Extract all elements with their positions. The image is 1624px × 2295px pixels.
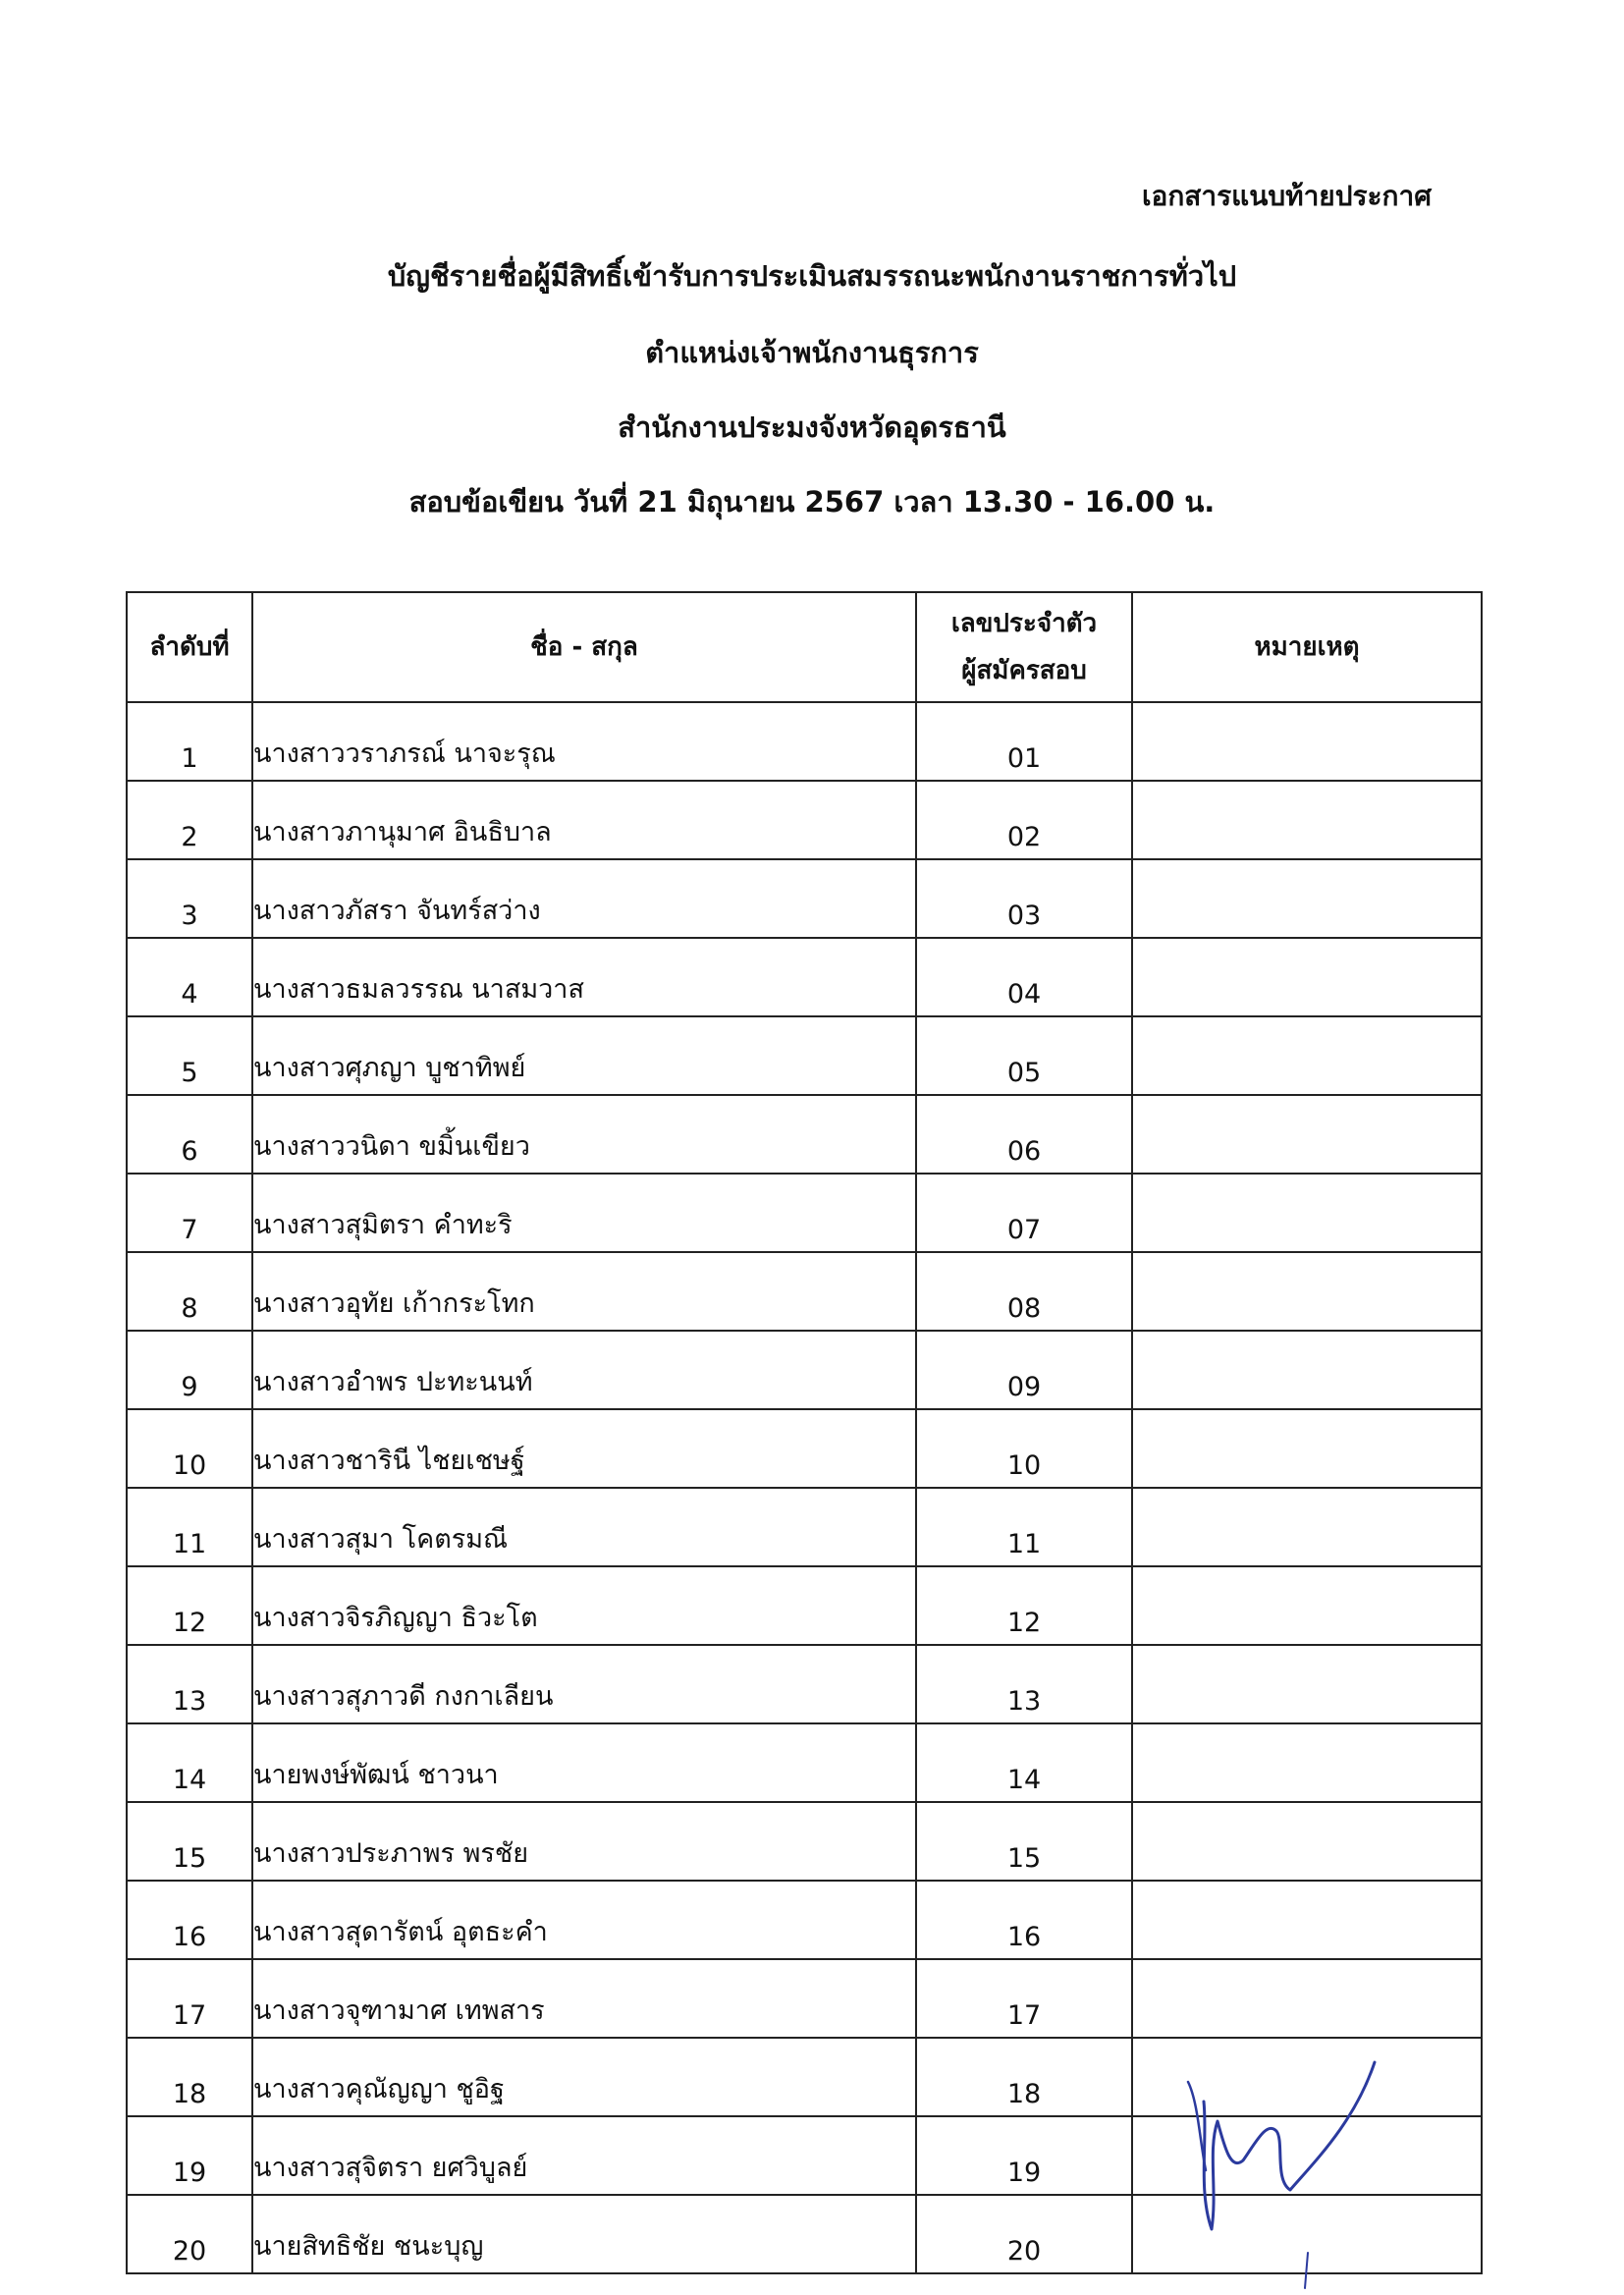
- exam-schedule: สอบข้อเขียน วันที่ 21 มิถุนายน 2567 เวลา 13.30 - 16.00 น.: [408, 485, 1216, 519]
- candidate-name: นางสาววนิดา ขมิ้นเขียว: [252, 1095, 916, 1174]
- candidate-name: นางสาวสุภาวดี กงกาเลียน: [252, 1645, 916, 1723]
- candidate-id: 11: [916, 1488, 1132, 1566]
- candidate-id: 19: [916, 2116, 1132, 2195]
- row-number: 20: [127, 2195, 252, 2273]
- table-row: [127, 1645, 1482, 1723]
- candidate-id: 05: [916, 1016, 1132, 1095]
- column-header-remark: หมายเหตุ: [1132, 592, 1482, 702]
- table-row: [127, 1802, 1482, 1881]
- table-row: [127, 938, 1482, 1016]
- row-number: 11: [127, 1488, 252, 1566]
- table-row: [127, 1881, 1482, 1959]
- remark-cell: [1132, 1881, 1482, 1959]
- pen-tick-mark: [1302, 2251, 1312, 2290]
- attachment-note: เอกสารแนบท้ายประกาศ: [1141, 180, 1432, 212]
- remark-cell: [1132, 1252, 1482, 1331]
- candidate-id: 08: [916, 1252, 1132, 1331]
- remark-cell: [1132, 1959, 1482, 2038]
- row-number: 12: [127, 1566, 252, 1645]
- candidate-name: นายพงษ์พัฒน์ ชาวนา: [252, 1723, 916, 1802]
- document-title: บัญชีรายชื่อผู้มีสิทธิ์เข้ารับการประเมินสมรรถนะพนักงานราชการทั่วไป: [387, 259, 1237, 293]
- remark-cell: [1132, 1802, 1482, 1881]
- column-header-id-line2: ผู้สมัครสอบ: [961, 656, 1087, 685]
- row-number: 1: [127, 702, 252, 781]
- table-row: [127, 1409, 1482, 1488]
- candidate-name: นางสาวจิรภิญญา ธิวะโต: [252, 1566, 916, 1645]
- row-number: 3: [127, 859, 252, 938]
- remark-cell: [1132, 859, 1482, 938]
- candidate-name: นางสาวจุฑามาศ เทพสาร: [252, 1959, 916, 2038]
- candidate-name: นางสาวสุมา โคตรมณี: [252, 1488, 916, 1566]
- table-row: [127, 1174, 1482, 1252]
- table-row: [127, 1566, 1482, 1645]
- row-number: 4: [127, 938, 252, 1016]
- candidate-name: นางสาววราภรณ์ นาจะรุณ: [252, 702, 916, 781]
- table-row: [127, 1331, 1482, 1409]
- row-number: 2: [127, 781, 252, 859]
- table-header-row: [127, 592, 1482, 702]
- table-row: [127, 1016, 1482, 1095]
- table-row: [127, 1959, 1482, 2038]
- candidate-id: 14: [916, 1723, 1132, 1802]
- remark-cell: [1132, 1409, 1482, 1488]
- candidate-name: นางสาวภัสรา จันทร์สว่าง: [252, 859, 916, 938]
- table-row: [127, 859, 1482, 938]
- remark-cell: [1132, 1645, 1482, 1723]
- table-row: [127, 1252, 1482, 1331]
- candidate-name: นายสิทธิชัย ชนะบุญ: [252, 2195, 916, 2273]
- candidate-name: นางสาวภานุมาศ อินธิบาล: [252, 781, 916, 859]
- row-number: 18: [127, 2038, 252, 2116]
- row-number: 8: [127, 1252, 252, 1331]
- column-header-name: ชื่อ - สกุล: [252, 592, 916, 702]
- candidate-name: นางสาวชารินี ไชยเชษฐ์: [252, 1409, 916, 1488]
- candidate-id: 02: [916, 781, 1132, 859]
- candidate-id: 16: [916, 1881, 1132, 1959]
- row-number: 13: [127, 1645, 252, 1723]
- row-number: 17: [127, 1959, 252, 2038]
- remark-cell: [1132, 781, 1482, 859]
- candidate-table: [126, 591, 1483, 2274]
- row-number: 9: [127, 1331, 252, 1409]
- candidate-id: 13: [916, 1645, 1132, 1723]
- remark-cell: [1132, 1174, 1482, 1252]
- remark-cell: [1132, 1566, 1482, 1645]
- candidate-id: 15: [916, 1802, 1132, 1881]
- table-body: [127, 702, 1482, 2273]
- row-number: 15: [127, 1802, 252, 1881]
- row-number: 10: [127, 1409, 252, 1488]
- row-number: 16: [127, 1881, 252, 1959]
- remark-cell: [1132, 702, 1482, 781]
- table-row: [127, 1488, 1482, 1566]
- column-header-id-line1: เลขประจำตัว: [950, 609, 1098, 638]
- office-title: สำนักงานประมงจังหวัดอุดรธานี: [618, 410, 1006, 444]
- candidate-name: นางสาวธมลวรรณ นาสมวาส: [252, 938, 916, 1016]
- row-number: 7: [127, 1174, 252, 1252]
- candidate-name: นางสาวสุมิตรา คำทะริ: [252, 1174, 916, 1252]
- candidate-id: 09: [916, 1331, 1132, 1409]
- table-row: [127, 702, 1482, 781]
- remark-cell: [1132, 1723, 1482, 1802]
- signature-mark: [1168, 2043, 1394, 2239]
- candidate-name: นางสาวประภาพร พรชัย: [252, 1802, 916, 1881]
- candidate-id: 07: [916, 1174, 1132, 1252]
- candidate-name: นางสาวศุภญา บูชาทิพย์: [252, 1016, 916, 1095]
- candidate-id: 06: [916, 1095, 1132, 1174]
- row-number: 19: [127, 2116, 252, 2195]
- remark-cell: [1132, 1331, 1482, 1409]
- candidate-id: 04: [916, 938, 1132, 1016]
- candidate-id: 12: [916, 1566, 1132, 1645]
- candidate-id: 17: [916, 1959, 1132, 2038]
- candidate-id: 03: [916, 859, 1132, 938]
- table-row: [127, 1095, 1482, 1174]
- remark-cell: [1132, 1095, 1482, 1174]
- candidate-id: 20: [916, 2195, 1132, 2273]
- table-row: [127, 1723, 1482, 1802]
- remark-cell: [1132, 938, 1482, 1016]
- column-header-no: ลำดับที่: [127, 592, 252, 702]
- candidate-name: นางสาวอำพร ปะทะนนท์: [252, 1331, 916, 1409]
- candidate-name: นางสาวสุจิตรา ยศวิบูลย์: [252, 2116, 916, 2195]
- table-row: [127, 781, 1482, 859]
- position-title: ตำแหน่งเจ้าพนักงานธุรการ: [645, 336, 979, 369]
- row-number: 14: [127, 1723, 252, 1802]
- row-number: 6: [127, 1095, 252, 1174]
- candidate-name: นางสาวอุทัย เก้ากระโทก: [252, 1252, 916, 1331]
- candidate-name: นางสาวคุณัญญา ชูอิฐ: [252, 2038, 916, 2116]
- column-header-id: [916, 592, 1132, 702]
- candidate-id: 01: [916, 702, 1132, 781]
- candidate-name: นางสาวสุดารัตน์ อุตธะคำ: [252, 1881, 916, 1959]
- remark-cell: [1132, 1016, 1482, 1095]
- row-number: 5: [127, 1016, 252, 1095]
- candidate-id: 18: [916, 2038, 1132, 2116]
- candidate-id: 10: [916, 1409, 1132, 1488]
- remark-cell: [1132, 1488, 1482, 1566]
